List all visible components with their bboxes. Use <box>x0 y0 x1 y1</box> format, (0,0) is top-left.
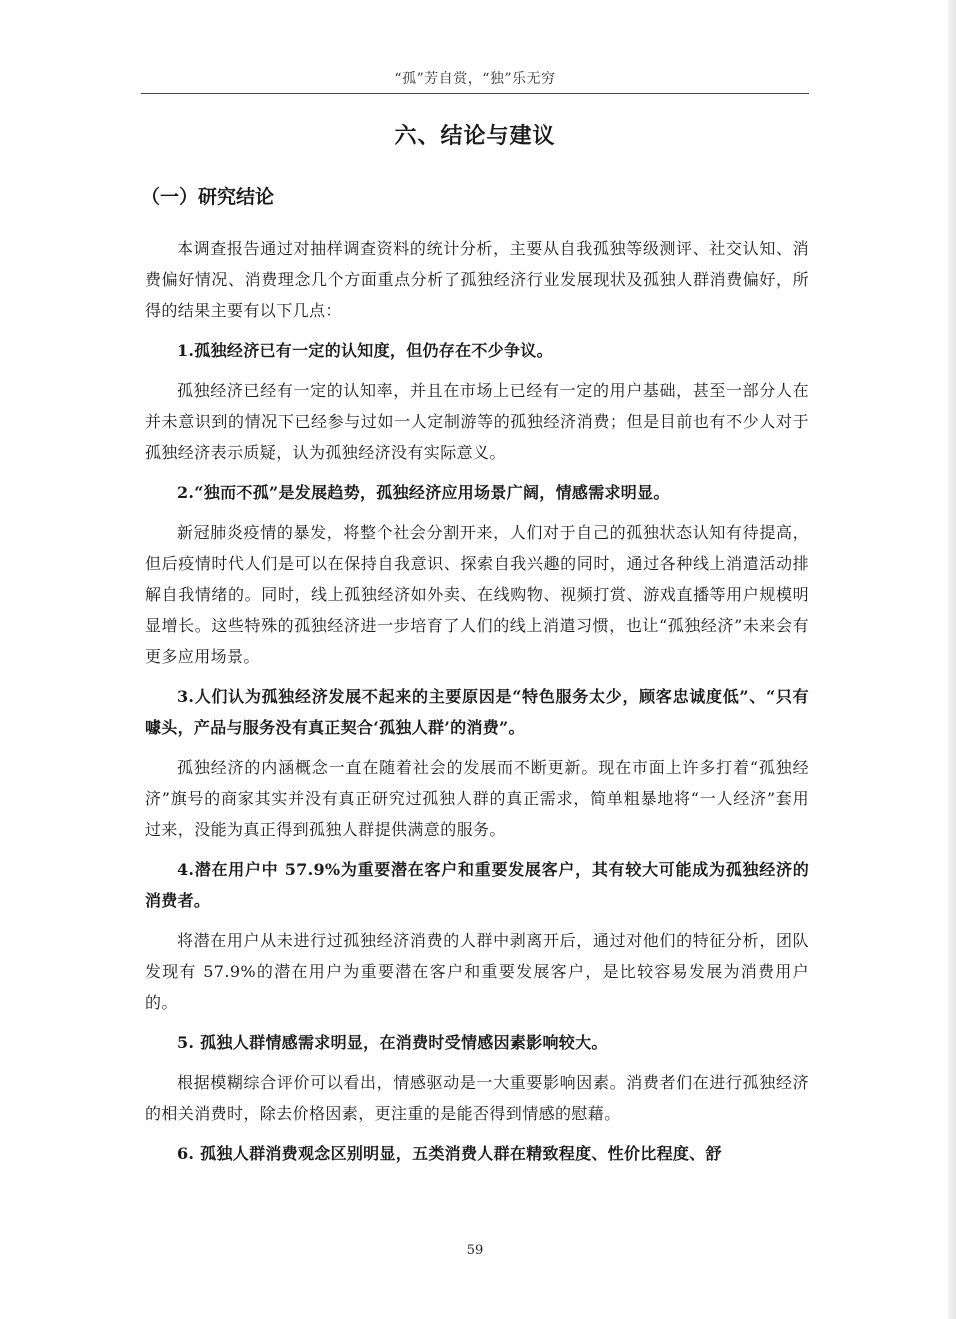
intro-paragraph: 本调查报告通过对抽样调查资料的统计分析，主要从自我孤独等级测评、社交认知、消费偏好情况、消费理念几个方面重点分析了孤独经济行业发展现状及孤独人群消费偏好，所得的结果主要有以下几点： <box>145 239 809 320</box>
finding-text-2: 新冠肺炎疫情的暴发，将整个社会分割开来，人们对于自己的孤独状态认知有待提高，但后疫情时代人们是可以在保持自我意识、探索自我兴趣的同时，通过各种线上消遣活动排解自我情绪的。同时，线上孤独经济如外卖、在线购物、视频打赏、游戏直播等用户规模明显增长。这些特殊的孤独经济进一步培育了人们的线上消遣习惯，也让“孤独经济”未来会有更多应用场景。 <box>145 523 809 666</box>
header-divider <box>141 93 809 94</box>
finding-heading-1: 1.孤独经济已有一定的认知度，但仍存在不少争议。 <box>177 341 553 360</box>
finding-heading-3: 3.人们认为孤独经济发展不起来的主要原因是“特色服务太少，顾客忠诚度低”、“只有噱头，产品与服务没有真正契合‘孤独人群’的消费”。 <box>145 687 809 737</box>
running-header: “孤”芳自赏，“独”乐无穷 <box>394 71 556 87</box>
finding-text-4: 将潜在用户从未进行过孤独经济消费的人群中剥离开后，通过对他们的特征分析，团队发现有 57.9%的潜在用户为重要潜在客户和重要发展客户，是比较容易发展为消费用户的。 <box>145 931 809 1012</box>
page-edge-shadow <box>948 0 956 1319</box>
finding-heading-5: 5. 孤独人群情感需求明显，在消费时受情感因素影响较大。 <box>177 1033 608 1052</box>
finding-text-5: 根据模糊综合评价可以看出，情感驱动是一大重要影响因素。消费者们在进行孤独经济的相关消费时，除去价格因素，更注重的是能否得到情感的慰藉。 <box>145 1073 809 1123</box>
page-number: 59 <box>466 1243 484 1258</box>
section-title: （一）研究结论 <box>141 186 275 208</box>
document-body <box>145 233 809 1178</box>
chapter-title: 六、结论与建议 <box>394 124 556 149</box>
finding-text-3: 孤独经济的内涵概念一直在随着社会的发展而不断更新。现在市面上许多打着“孤独经济”旗号的商家其实并没有真正研究过孤独人群的真正需求，简单粗暴地将“一人经济”套用过来，没能为真正得到孤独人群提供满意的服务。 <box>145 758 809 839</box>
finding-heading-2: 2.“独而不孤”是发展趋势，孤独经济应用场景广阔，情感需求明显。 <box>177 483 670 502</box>
finding-heading-6: 6. 孤独人群消费观念区别明显，五类消费人群在精致程度、性价比程度、舒 <box>177 1144 722 1163</box>
finding-text-1: 孤独经济已经有一定的认知率，并且在市场上已经有一定的用户基础，甚至一部分人在并未意识到的情况下已经参与过如一人定制游等的孤独经济消费；但是目前也有不少人对于孤独经济表示质疑，认为孤独经济没有实际意义。 <box>145 381 809 462</box>
finding-heading-4: 4.潜在用户中 57.9%为重要潜在客户和重要发展客户，其有较大可能成为孤独经济的消费者。 <box>145 860 809 910</box>
